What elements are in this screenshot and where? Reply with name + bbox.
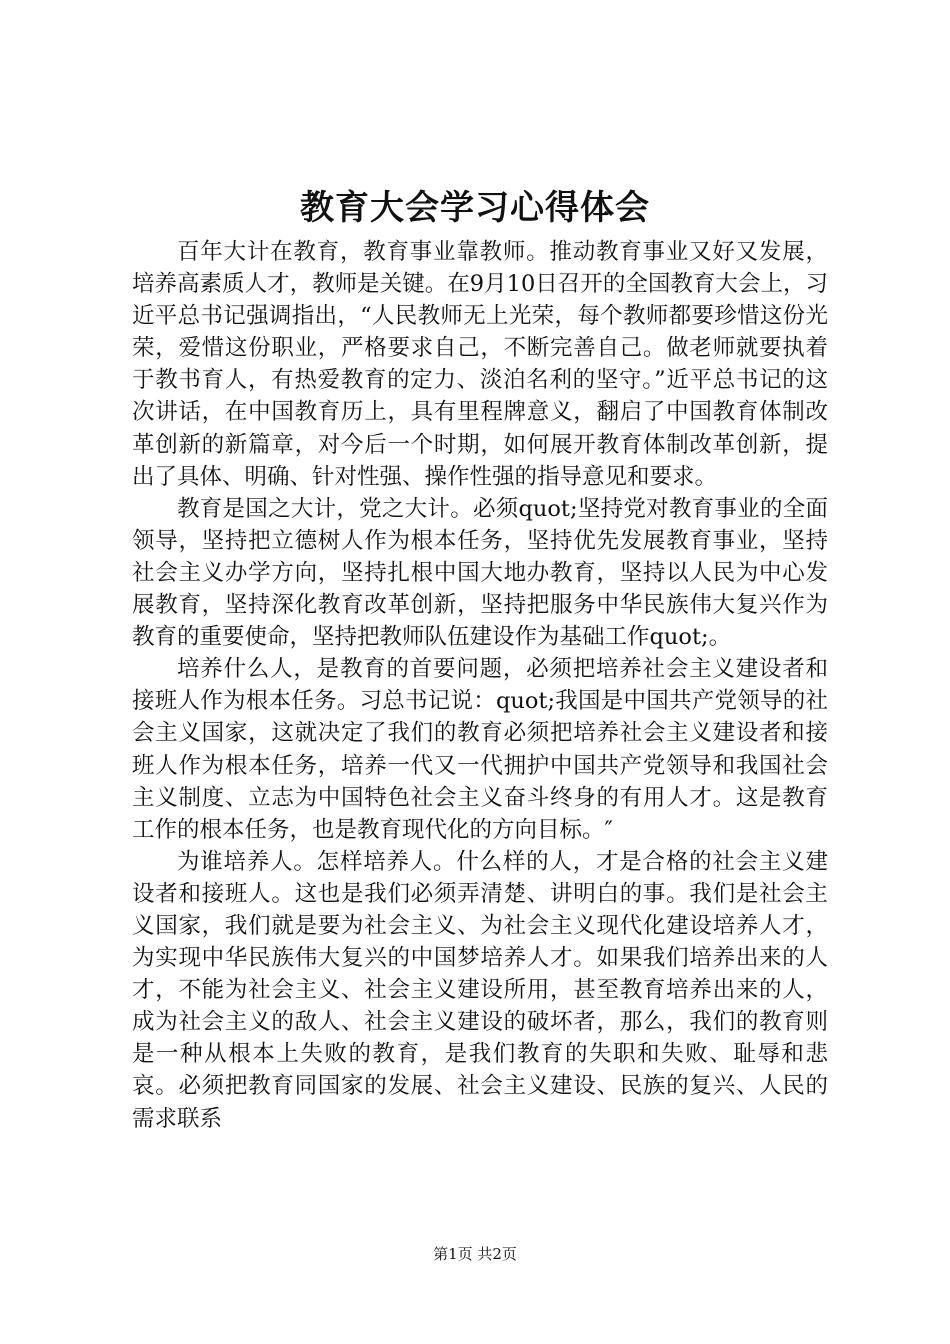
page-number-footer: 第1页 共2页 bbox=[433, 1245, 517, 1263]
paragraph-3: 培养什么人，是教育的首要问题，必须把培养社会主义建设者和接班人作为根本任务。习总书记说：quot;我国是中国共产党领导的社会主义国家，这就决定了我们的教育必须把培养社会主义建设者和接班人作为根本任务，培养一代又一代拥护中国共产党领导和我国社会主义制度、立志为中国特色社会主义奋斗终身的有用人才。这是教育工作的根本任务，也是教育现代化的方向目标。″ bbox=[132, 656, 828, 843]
document-body bbox=[132, 236, 828, 1135]
paragraph-4: 为谁培养人。怎样培养人。什么样的人，才是合格的社会主义建设者和接班人。这也是我们必须弄清楚、讲明白的事。我们是社会主义国家，我们就是要为社会主义、为社会主义现代化建设培养人才，为实现中华民族伟大复兴的中国梦培养人才。如果我们培养出来的人才，不能为社会主义、社会主义建设所用，甚至教育培养出来的人，成为社会主义的敌人、社会主义建设的破坏者，那么，我们的教育则是一种从根本上失败的教育，是我们教育的失职和失败、耻辱和悲哀。必须把教育同国家的发展、社会主义建设、民族的复兴、人民的需求联系 bbox=[132, 848, 828, 1132]
paragraph-1: 百年大计在教育，教育事业靠教师。推动教育事业又好又发展，培养高素质人才，教师是关键。在9月10日召开的全国教育大会上，习近平总书记强调指出，“人民教师无上光荣，每个教师都要珍惜这份光荣，爱惜这份职业，严格要求自己，不断完善自己。做老师就要执着于教书育人，有热爱教育的定力、淡泊名利的坚守。”近平总书记的这次讲话，在中国教育历上，具有里程牌意义，翻启了中国教育体制改革创新的新篇章，对今后一个时期，如何展开教育体制改革创新，提出了具体、明确、针对性强、操作性强的指导意见和要求。 bbox=[132, 239, 828, 490]
document-title: 教育大会学习心得体会 bbox=[300, 188, 650, 228]
paragraph-2: 教育是国之大计，党之大计。必须quot;坚持党对教育事业的全面领导，坚持把立德树人作为根本任务，坚持优先发展教育事业，坚持社会主义办学方向，坚持扎根中国大地办教育，坚持以人民为中心发展教育，坚持深化教育改革创新，坚持把服务中华民族伟大复兴作为教育的重要使命，坚持把教师队伍建设作为基础工作quot;。 bbox=[132, 495, 828, 651]
